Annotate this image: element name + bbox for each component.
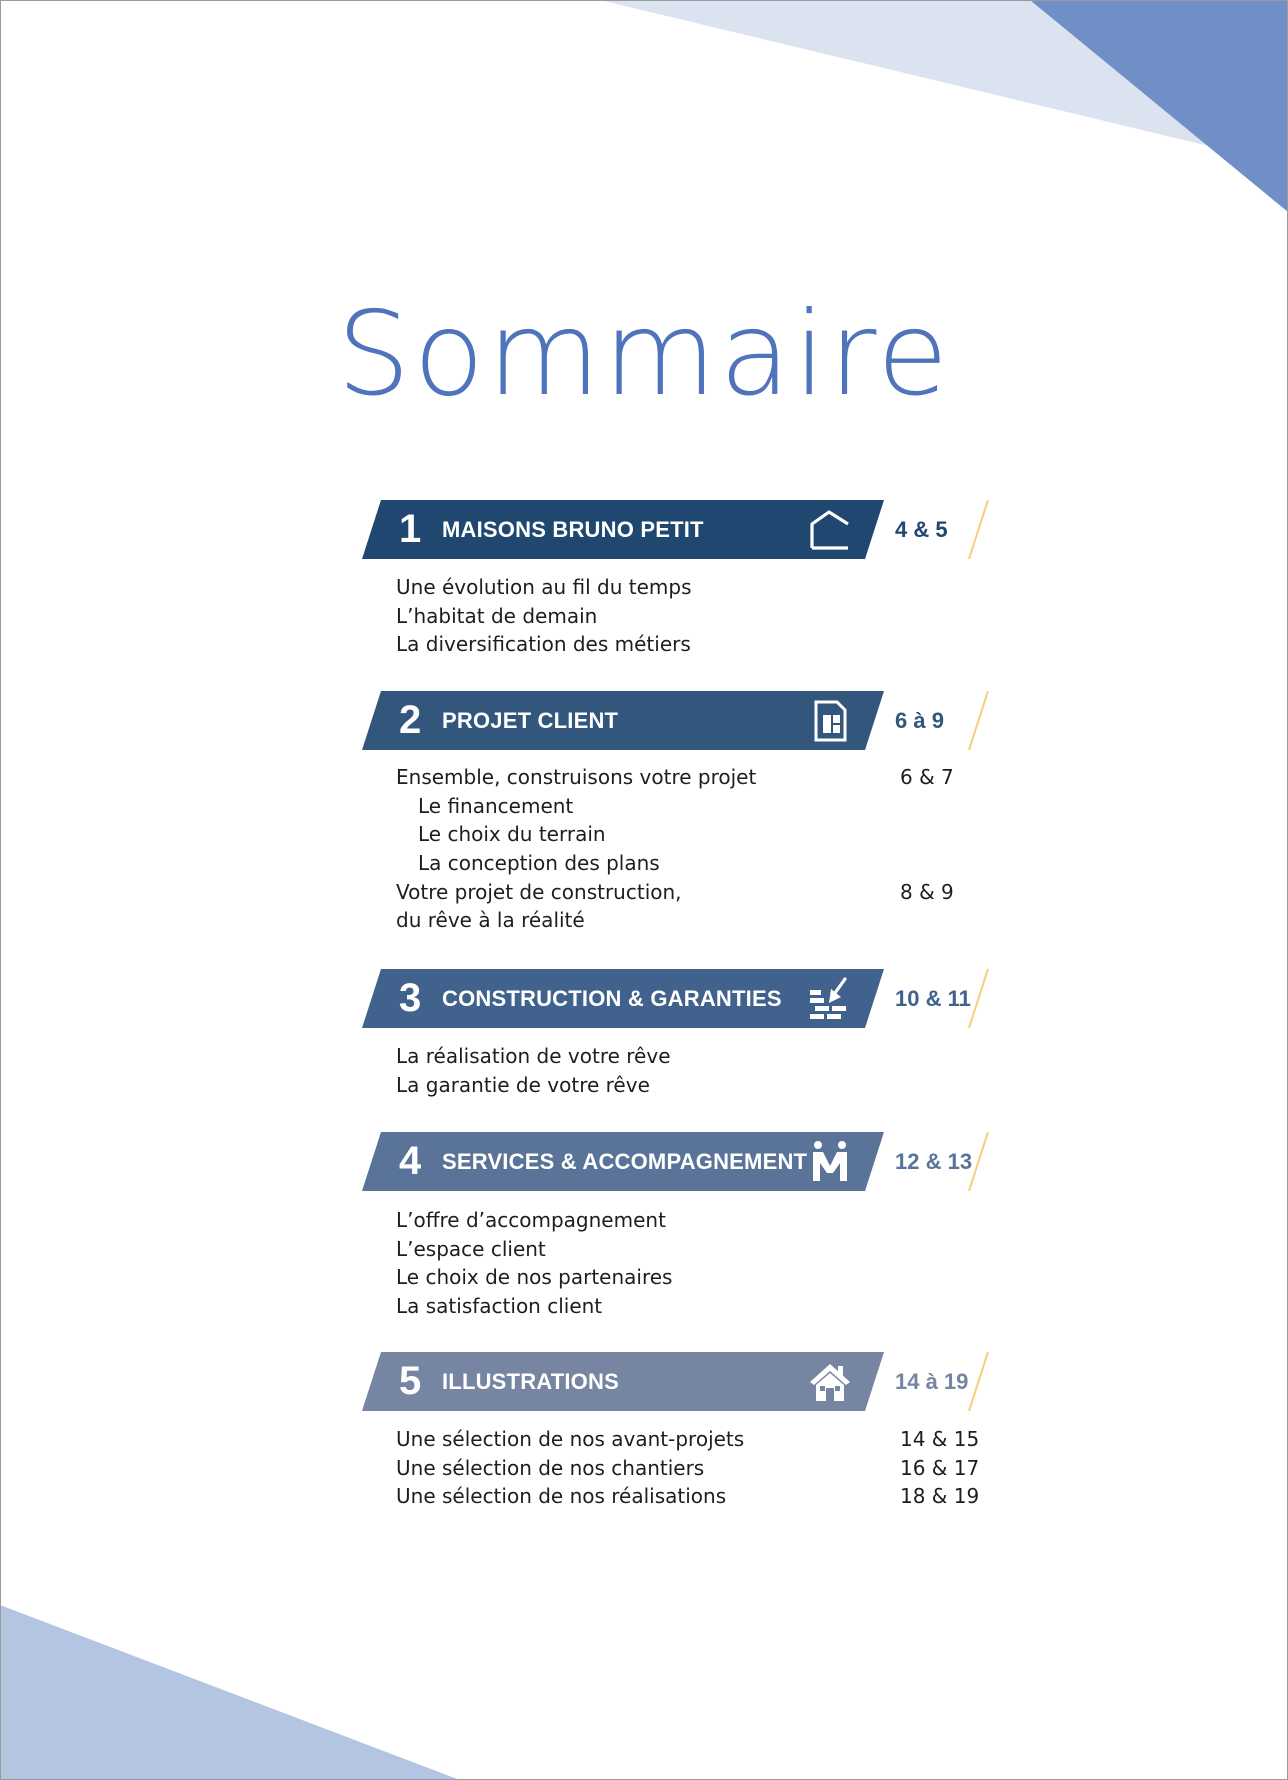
list-item[interactable]: [396, 1454, 980, 1483]
list-item[interactable]: [396, 763, 956, 792]
item-pages: 14 & 15: [900, 1427, 980, 1451]
section-number: 5: [399, 1359, 422, 1403]
section-title: ILLUSTRATIONS: [442, 1369, 619, 1394]
banner-shape: [362, 691, 884, 750]
item-label: La satisfaction client: [396, 1294, 603, 1319]
section-3-banner[interactable]: [362, 969, 884, 1028]
section-2-items: [396, 763, 956, 935]
list-item[interactable]: [396, 630, 956, 659]
section-title: CONSTRUCTION & GARANTIES: [442, 986, 782, 1011]
list-item[interactable]: [396, 1071, 956, 1100]
banner-shape: [362, 1352, 884, 1411]
section-number: 3: [399, 976, 422, 1020]
section-number: 2: [399, 698, 422, 742]
list-item[interactable]: [396, 820, 956, 849]
list-item[interactable]: [396, 1206, 956, 1235]
section-3-pages: 10 & 11: [895, 986, 971, 1011]
accent-slash: [966, 969, 992, 1028]
section-5-items: [396, 1425, 980, 1511]
section-4-pages: 12 & 13: [895, 1149, 973, 1174]
item-label: Votre projet de construction,: [396, 879, 682, 904]
list-item[interactable]: [396, 1263, 956, 1292]
page-title: Sommaire: [336, 287, 952, 422]
section-4-banner[interactable]: [362, 1132, 884, 1191]
item-label: L’espace client: [396, 1236, 546, 1261]
list-item[interactable]: [396, 1482, 980, 1511]
item-label: Une sélection de nos avant-projets: [396, 1427, 745, 1451]
item-label: L’offre d’accompagnement: [396, 1208, 666, 1232]
item-label: Le choix de nos partenaires: [396, 1265, 673, 1290]
list-item[interactable]: [396, 602, 956, 631]
item-label: Une sélection de nos chantiers: [396, 1455, 705, 1480]
list-item[interactable]: [396, 1425, 980, 1454]
item-label: La diversification des métiers: [396, 632, 691, 657]
section-2-pages: 6 à 9: [895, 708, 944, 733]
item-label: L’habitat de demain: [396, 603, 598, 628]
item-pages: 16 & 17: [900, 1455, 980, 1480]
accent-slash: [966, 500, 992, 559]
section-title: SERVICES & ACCOMPAGNEMENT: [442, 1149, 808, 1174]
section-title: MAISONS BRUNO PETIT: [442, 517, 704, 542]
list-item[interactable]: [396, 878, 956, 907]
accent-slash: [966, 1352, 992, 1411]
list-item[interactable]: [396, 906, 956, 935]
item-label: La conception des plans: [418, 851, 660, 876]
item-label: Le choix du terrain: [418, 822, 606, 847]
list-item[interactable]: [396, 573, 956, 602]
item-label: Ensemble, construisons votre projet: [396, 765, 757, 789]
item-label: La garantie de votre rêve: [396, 1072, 650, 1097]
list-item[interactable]: [396, 849, 956, 878]
item-label: La réalisation de votre rêve: [396, 1044, 671, 1068]
item-pages: 18 & 19: [900, 1484, 980, 1509]
item-label: Une évolution au fil du temps: [396, 575, 692, 599]
section-3-items: [396, 1042, 956, 1099]
list-item[interactable]: [396, 1292, 956, 1321]
item-label: Le financement: [418, 793, 574, 818]
section-title: PROJET CLIENT: [442, 708, 619, 733]
accent-slash: [966, 1132, 992, 1191]
item-pages: 6 & 7: [900, 765, 954, 789]
section-number: 4: [399, 1139, 422, 1183]
item-label: du rêve à la réalité: [396, 908, 585, 933]
section-2-banner[interactable]: [362, 691, 884, 750]
item-label: Une sélection de nos réalisations: [396, 1484, 727, 1509]
house-outline-icon: [807, 507, 853, 553]
list-item[interactable]: [396, 1042, 956, 1071]
house-solid-icon: [807, 1359, 853, 1405]
section-1-pages: 4 & 5: [895, 517, 948, 542]
item-pages: 8 & 9: [900, 879, 954, 904]
section-5-pages: 14 à 19: [895, 1369, 969, 1394]
document-icon: [807, 698, 853, 744]
trowel-bricks-icon: [807, 976, 853, 1022]
bottom-left-triangle: [0, 1605, 460, 1780]
section-1-items: [396, 573, 956, 659]
section-1-banner[interactable]: [362, 500, 884, 559]
list-item[interactable]: [396, 1235, 956, 1264]
section-4-items: [396, 1206, 956, 1321]
accent-slash: [966, 691, 992, 750]
people-handshake-icon: [807, 1139, 853, 1185]
list-item[interactable]: [396, 792, 956, 821]
section-number: 1: [399, 507, 422, 551]
section-5-banner[interactable]: [362, 1352, 884, 1411]
